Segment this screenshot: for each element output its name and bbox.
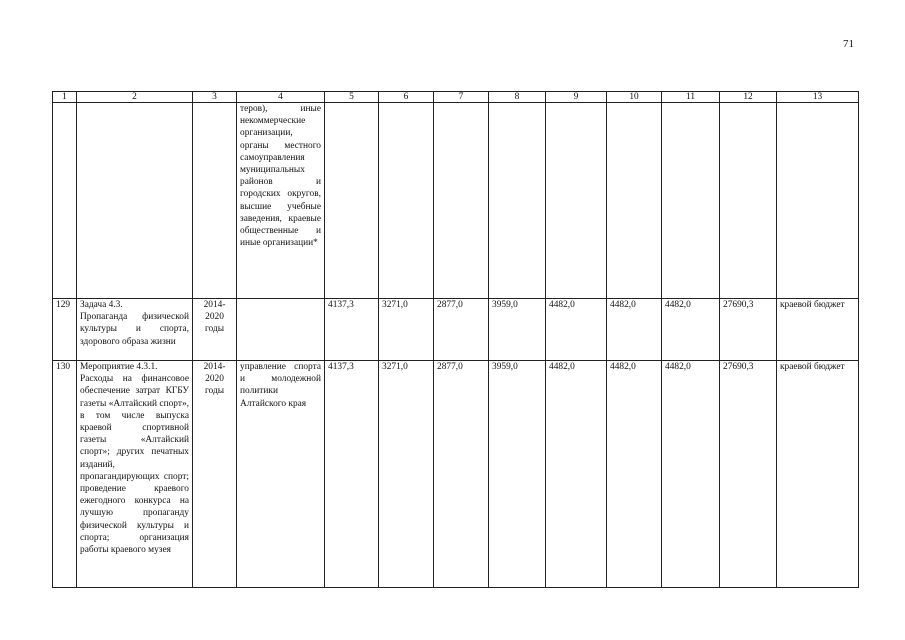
value-cell: 4482,0 [546,299,607,361]
continuation-row [53,103,859,299]
value-cell: 3271,0 [379,361,434,588]
value-cell: 4137,3 [325,299,379,361]
column-number: 1 [53,92,77,103]
column-number: 5 [325,92,379,103]
activity-name: Задача 4.3. Пропаганда физической культуры и спорта, здорового образа жизни [77,299,193,361]
value-cell: 4482,0 [662,299,720,361]
column-number: 7 [434,92,489,103]
value-cell: 4482,0 [607,299,662,361]
table-row [53,299,859,361]
column-number: 11 [662,92,720,103]
column-number-row [53,92,859,103]
column-number: 10 [607,92,662,103]
row-number: 130 [53,361,77,588]
activity-name: Мероприятие 4.3.1. Расходы на финансовое обеспечение затрат КГБУ газеты «Алтайский спорт», в том числе выпуска краевой спортивной газеты «Алтайский спорт»; других печатных изданий, пропагандирующих спорт; проведение краевого ежегодного конкурса на лучшую пропаганду физической культуры и спорта; организация работы краевого музея [77,361,193,588]
value-cell: 2877,0 [434,299,489,361]
column-number: 9 [546,92,607,103]
executor-cell: управление спорта и молодежной политики Алтайского края [237,361,325,588]
value-cell: 3959,0 [489,299,546,361]
value-cell: 4137,3 [325,361,379,588]
column-number: 3 [193,92,237,103]
value-cell: 4482,0 [607,361,662,588]
value-cell: 2877,0 [434,361,489,588]
period-cell: 2014- 2020 годы [193,361,237,588]
executor-cell: теров), иные некоммерческие организации, органы местного самоуправления муниципальных районов и городских округов, высшие учебные заведения, краевые общественные и иные организации* [237,103,325,299]
column-number: 6 [379,92,434,103]
column-number: 12 [720,92,777,103]
table-row [53,361,859,588]
total-cell: 27690,3 [720,361,777,588]
value-cell: 4482,0 [546,361,607,588]
column-number: 8 [489,92,546,103]
funding-source: краевой бюджет [777,361,859,588]
value-cell: 3271,0 [379,299,434,361]
funding-source: краевой бюджет [777,299,859,361]
column-number: 13 [777,92,859,103]
program-table [52,91,859,588]
executor-cell [237,299,325,361]
total-cell: 27690,3 [720,299,777,361]
page-number: 71 [843,38,854,50]
value-cell: 4482,0 [662,361,720,588]
row-number: 129 [53,299,77,361]
period-cell: 2014- 2020 годы [193,299,237,361]
value-cell: 3959,0 [489,361,546,588]
column-number: 2 [77,92,193,103]
column-number: 4 [237,92,325,103]
